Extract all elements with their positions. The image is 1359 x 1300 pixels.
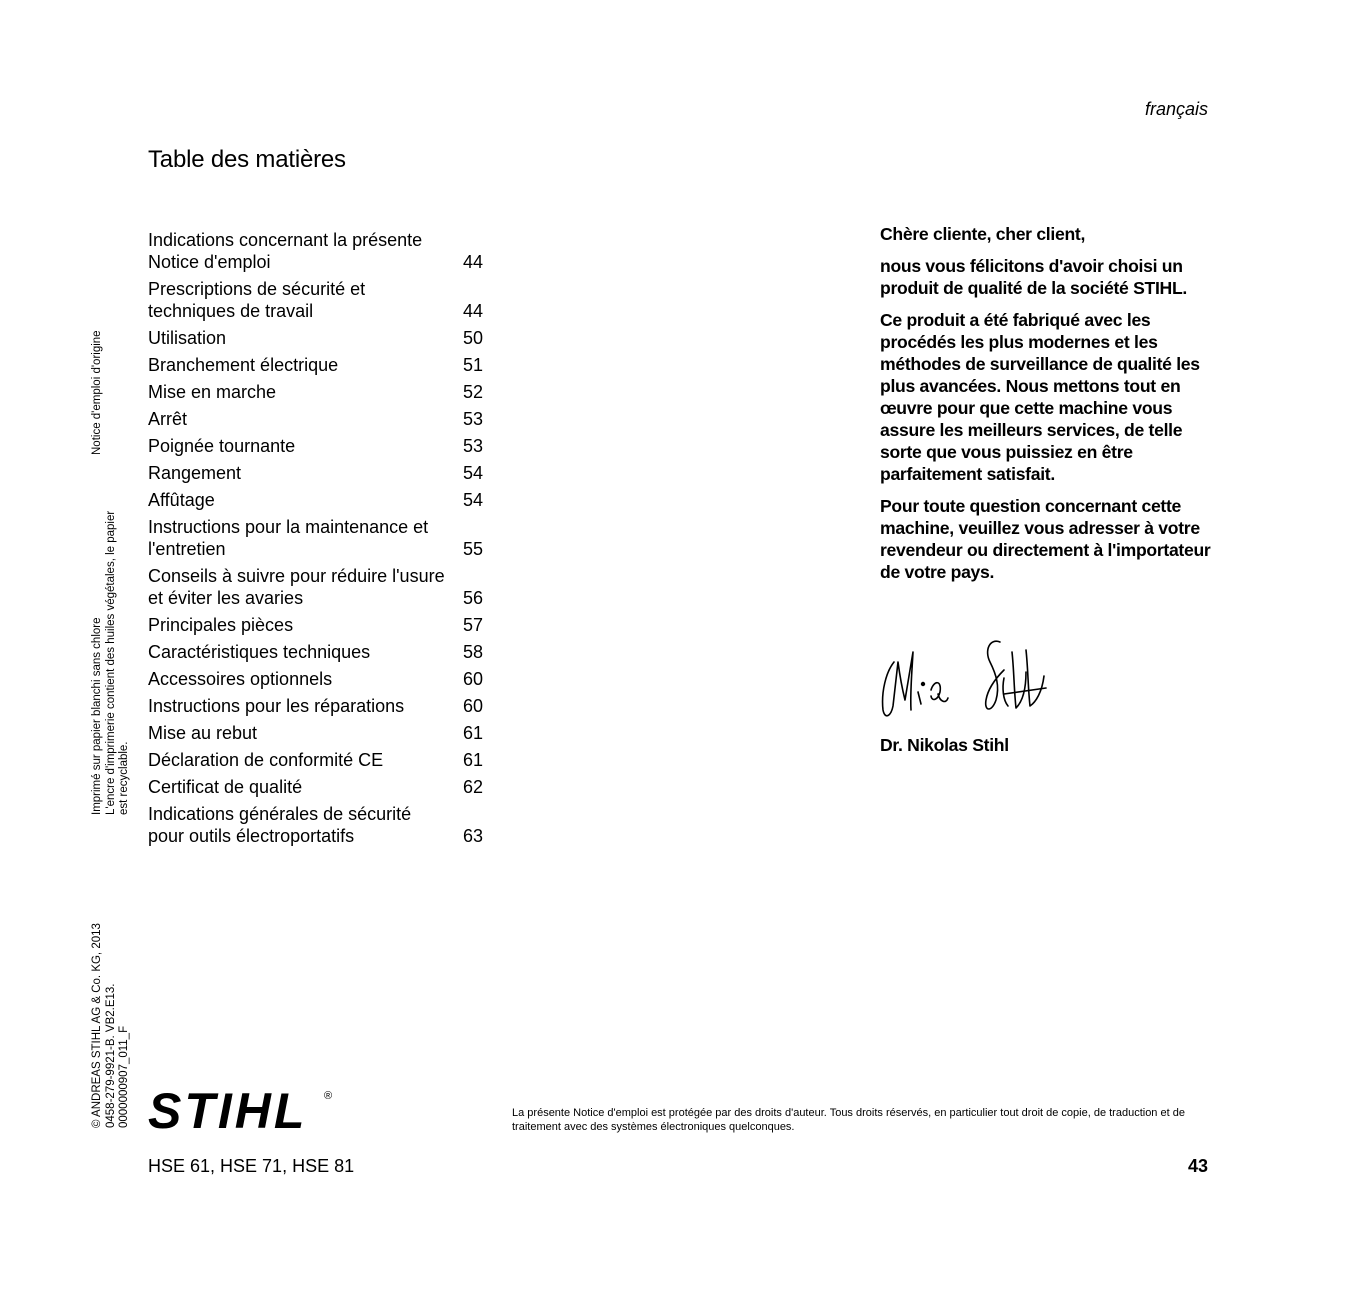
toc-entry-title: Utilisation <box>148 328 227 348</box>
toc-entry-page: 58 <box>462 642 483 662</box>
toc-entry-page: 61 <box>462 750 483 770</box>
toc-entry-title: Caractéristiques techniques <box>148 642 371 662</box>
page-number: 43 <box>1187 1156 1208 1176</box>
brand-wordmark: STIHL <box>148 1087 308 1133</box>
toc-entry-title: Poignée tournante <box>148 436 296 456</box>
toc-entry-title: Certificat de qualité <box>148 777 303 797</box>
toc-entry <box>148 565 483 609</box>
toc-entry-page: 51 <box>462 355 483 375</box>
toc-entry-title: Principales pièces <box>148 615 294 635</box>
toc-entry <box>148 641 483 663</box>
paper-notice: Imprimé sur papier blanchi sans chlore L'encre d'imprimerie contient des huiles végétales, le papier est recyclable. <box>91 510 130 815</box>
letter-paragraph: Pour toute question concernant cette machine, veuillez vous adresser à votre revendeur ou directement à l'importateur de votre pays. <box>880 496 1211 582</box>
toc-entry-page: 60 <box>462 696 483 716</box>
toc-entry <box>148 776 483 798</box>
toc-entry-page: 55 <box>462 539 483 559</box>
toc-entry <box>148 803 483 847</box>
welcome-letter <box>880 223 1220 593</box>
toc-entry-title: Rangement <box>148 463 242 483</box>
handwritten-signature <box>876 632 1051 724</box>
toc-entry-page: 53 <box>462 436 483 456</box>
toc-entry <box>148 749 483 771</box>
toc-entry <box>148 668 483 690</box>
toc-entry <box>148 381 483 403</box>
model-names: HSE 61, HSE 71, HSE 81 <box>148 1156 355 1176</box>
toc-entry-page: 56 <box>462 588 483 608</box>
svg-text:®: ® <box>324 1090 333 1102</box>
toc-entry-page: 54 <box>462 490 483 510</box>
toc-entry <box>148 435 483 457</box>
table-of-contents <box>148 229 483 852</box>
toc-entry <box>148 722 483 744</box>
toc-entry-page: 60 <box>462 669 483 689</box>
toc-entry <box>148 516 483 560</box>
toc-entry-page: 53 <box>462 409 483 429</box>
letter-paragraph: nous vous félicitons d'avoir choisi un produit de qualité de la société STIHL. <box>880 256 1187 298</box>
copyright-sidebar: © ANDREAS STIHL AG & Co. KG, 2013 0458-279-9921-B. VB2.E13. 0000000907_011_F <box>91 923 130 1128</box>
toc-entry <box>148 354 483 376</box>
toc-entry-title: Instructions pour la maintenance et l'entretien <box>148 517 429 559</box>
toc-entry-title: Accessoires optionnels <box>148 669 333 689</box>
letter-greeting: Chère cliente, cher client, <box>880 224 1086 244</box>
toc-entry-title: Déclaration de conformité CE <box>148 750 384 770</box>
toc-entry <box>148 327 483 349</box>
toc-entry-title: Instructions pour les réparations <box>148 696 405 716</box>
toc-entry-page: 63 <box>462 826 483 846</box>
toc-entry <box>148 695 483 717</box>
toc-entry <box>148 462 483 484</box>
toc-entry <box>148 614 483 636</box>
toc-entry <box>148 489 483 511</box>
toc-entry-title: Mise en marche <box>148 382 277 402</box>
copyright-notice: La présente Notice d'emploi est protégée par des droits d'auteur. Tous droits réservés, en particulier tout droit de copie, de traduction et de traitement avec des systèmes électroniques quelconques. <box>512 1107 1185 1133</box>
signer-name: Dr. Nikolas Stihl <box>880 735 1009 755</box>
toc-entry-title: Prescriptions de sécurité et techniques de travail <box>148 279 366 321</box>
toc-entry-title: Conseils à suivre pour réduire l'usure et éviter les avaries <box>148 566 445 608</box>
letter-paragraph: Ce produit a été fabriqué avec les procédés les plus modernes et les méthodes de surveillance de qualité les plus avancées. Nous mettons tout en œuvre pour que cette machine vous assure les meilleurs services, de telle sorte que vous puissiez en être parfaitement satisfait. <box>880 310 1200 484</box>
toc-entry <box>148 408 483 430</box>
toc-entry-page: 44 <box>462 252 483 272</box>
toc-entry-page: 62 <box>462 777 483 797</box>
toc-entry-title: Branchement électrique <box>148 355 339 375</box>
toc-entry-page: 61 <box>462 723 483 743</box>
toc-entry-title: Indications concernant la présente Notice d'emploi <box>148 230 423 272</box>
toc-entry-title: Indications générales de sécurité pour outils électroportatifs <box>148 804 412 846</box>
page-title: Table des matières <box>148 146 346 173</box>
toc-entry-title: Affûtage <box>148 490 215 510</box>
original-notice-label: Notice d'emploi d'origine <box>91 330 103 455</box>
toc-entry-title: Arrêt <box>148 409 188 429</box>
toc-entry-page: 52 <box>462 382 483 402</box>
toc-entry-page: 54 <box>462 463 483 483</box>
toc-entry-page: 57 <box>462 615 483 635</box>
toc-entry <box>148 229 483 273</box>
language-label: français <box>1144 99 1208 119</box>
toc-entry <box>148 278 483 322</box>
toc-entry-title: Mise au rebut <box>148 723 258 743</box>
toc-entry-page: 50 <box>462 328 483 348</box>
stihl-logo <box>148 1087 338 1133</box>
toc-entry-page: 44 <box>462 301 483 321</box>
